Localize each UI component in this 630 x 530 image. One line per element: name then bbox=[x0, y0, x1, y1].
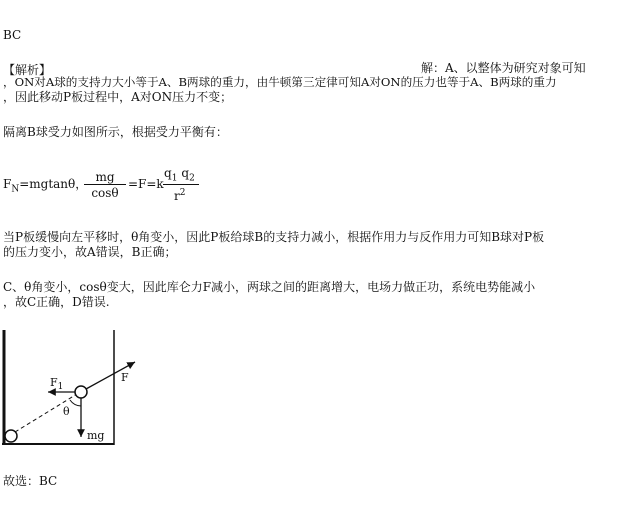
formula-frac-num: mg bbox=[95, 170, 115, 184]
analysis-intro: 解：A、以整体为研究对象可知 bbox=[421, 61, 586, 75]
formula-frac-den: cosθ bbox=[91, 186, 119, 200]
conclusion: 故选：BC bbox=[3, 474, 58, 488]
analysis-line-7: C、θ角变小，cosθ变大，因此库仑力F减小，两球之间的距离增大，电场力做正功，系统电势能减小 bbox=[3, 280, 536, 294]
label-theta: θ bbox=[63, 405, 70, 418]
ball-b bbox=[75, 386, 87, 398]
analysis-line-8: ，故C正确，D错误. bbox=[3, 295, 110, 309]
formula-left: $F_N=mgtan\theta$， bbox=[3, 177, 88, 195]
theta-arc bbox=[70, 400, 81, 406]
formula-k-den: $r^2$ bbox=[174, 188, 186, 203]
analysis-line-4: 隔离B球受力如图所示，根据受力平衡有： bbox=[3, 125, 228, 139]
analysis-line-6: 的压力变小，故A错误，B正确； bbox=[3, 245, 177, 259]
label-mg: mg bbox=[87, 429, 105, 442]
analysis-header: 【解析】 bbox=[3, 63, 52, 77]
analysis-line-2: ，ON对A球的支持力大小等于A、B两球的重力，由牛顿第三定律可知A对ON的压力也等于A、B两球的重力 bbox=[3, 75, 557, 89]
analysis-line-5: 当P板缓慢向左平移时，θ角变小，因此P板给球B的支持力减小，根据作用力与反作用力可知B球对P板 bbox=[3, 230, 545, 244]
label-f1: $F_1$ bbox=[50, 376, 64, 393]
label-f: F bbox=[121, 371, 129, 384]
analysis-line-3: ，因此移动P板过程中，A对ON压力不变； bbox=[3, 90, 233, 104]
answer-top: BC bbox=[3, 28, 22, 42]
formula-k-num: $q_1$ $q_2$ bbox=[164, 166, 195, 184]
formula-mid: =F=k bbox=[128, 177, 164, 191]
